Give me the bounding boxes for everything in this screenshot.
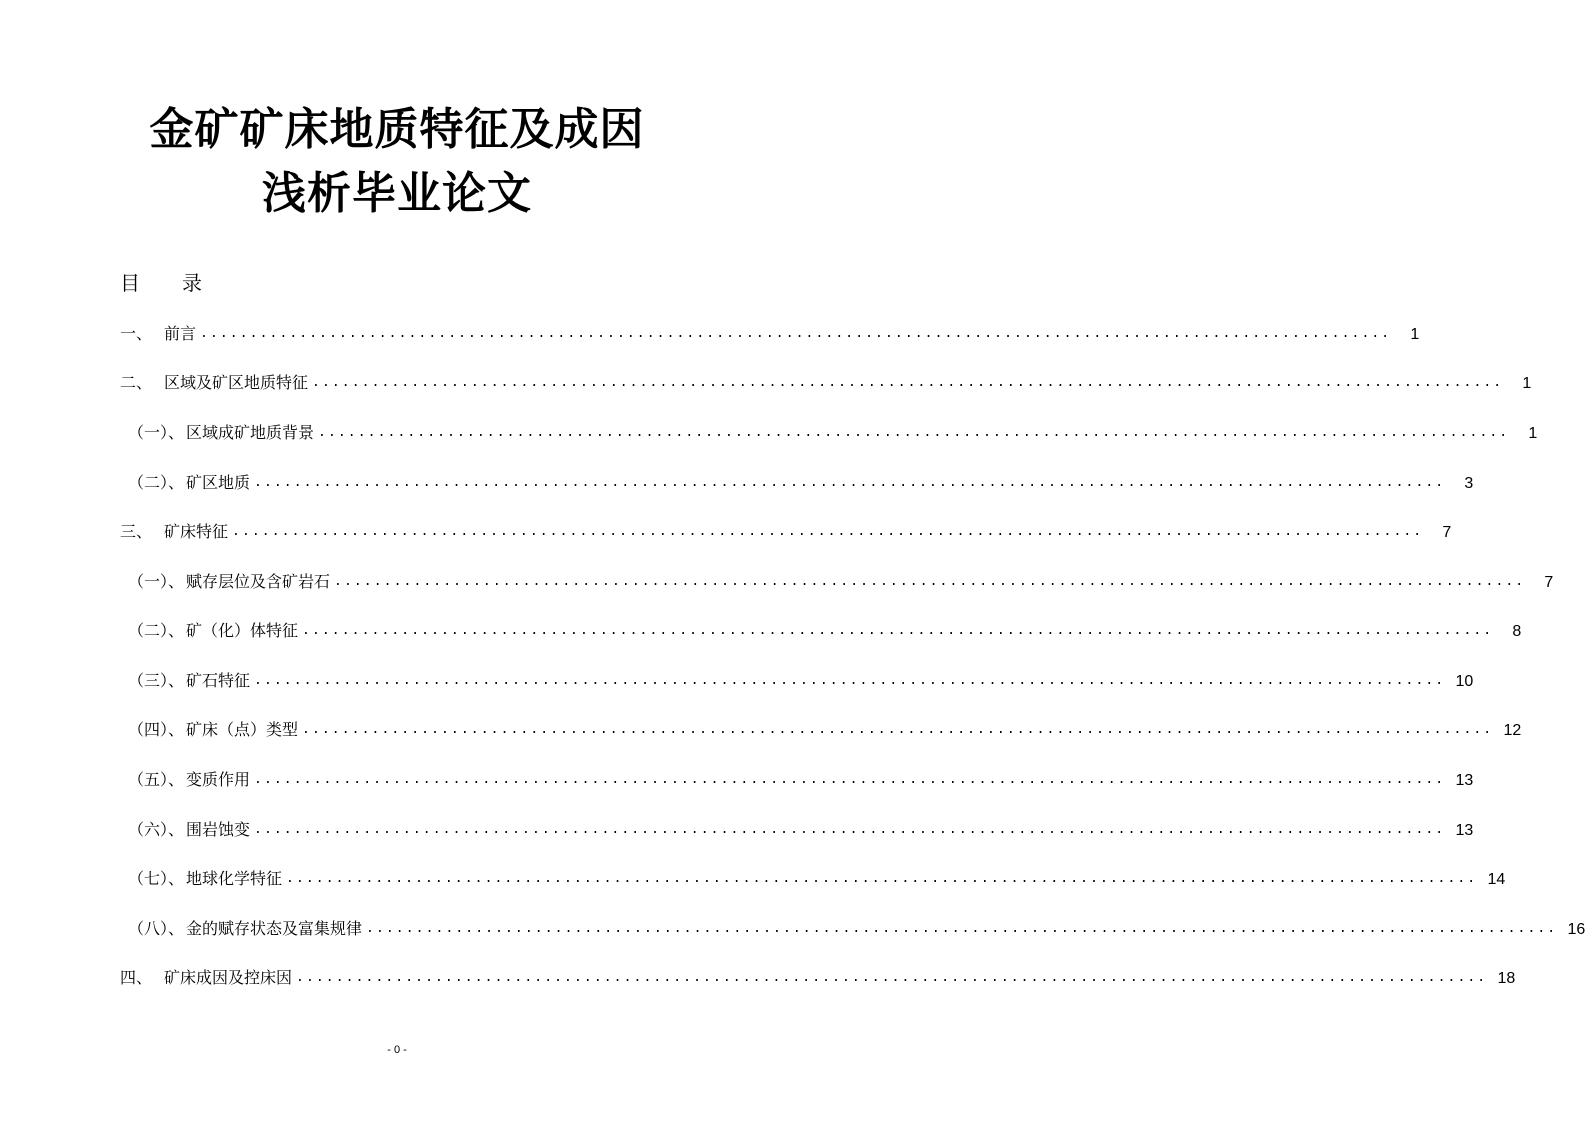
toc-entry-page-number: 7	[1442, 524, 1452, 541]
toc-entry-page-number: 12	[1503, 722, 1522, 739]
dot-leader: ........................................................................................................................	[366, 921, 1558, 936]
document-title-line-2: 浅析毕业论文	[262, 168, 532, 219]
toc-entry-number: （四）、	[128, 720, 185, 739]
toc-entry-page-number: 1	[1410, 326, 1420, 343]
toc-entry-number: （六）、	[128, 820, 185, 839]
toc-entry[interactable]	[120, 767, 1474, 793]
dot-leader: ........................................................................................................................	[254, 673, 1446, 688]
toc-entry-label: 变质作用	[186, 770, 251, 789]
toc-entry[interactable]	[120, 519, 1452, 545]
toc-entry-page-number: 18	[1497, 970, 1516, 987]
toc-entry-label: 赋存层位及含矿岩石	[186, 572, 331, 591]
dot-leader: ........................................................................................................................	[302, 722, 1494, 737]
toc-entry-page-number: 3	[1464, 475, 1474, 492]
toc-entry-label: 区域成矿地质背景	[186, 423, 315, 442]
toc-entry-page-number: 10	[1455, 673, 1474, 690]
toc-entry-label: 矿石特征	[186, 671, 251, 690]
toc-entry-number: 一、	[120, 324, 153, 343]
toc-entry-number: （五）、	[128, 770, 185, 789]
toc-entry-number: 三、	[120, 522, 153, 541]
toc-entry-number: （八）、	[128, 919, 185, 938]
toc-entry-label: 矿床特征	[164, 522, 229, 541]
toc-entry-number: （二）、	[128, 621, 185, 640]
toc-entry-page-number: 16	[1567, 921, 1585, 938]
dot-leader: ........................................................................................................................	[254, 772, 1446, 787]
toc-heading-char-1: 目	[120, 271, 140, 295]
toc-entry-label: 矿床成因及控床因	[164, 968, 293, 987]
toc-entry-label: 围岩蚀变	[186, 820, 251, 839]
toc-entry-number: （一）、	[128, 423, 185, 442]
toc-entry[interactable]	[120, 569, 1554, 595]
toc-entry-page-number: 13	[1455, 772, 1474, 789]
toc-entry[interactable]	[120, 916, 1585, 942]
toc-entry[interactable]	[120, 866, 1506, 892]
document-title-line-1: 金矿矿床地质特征及成因	[149, 104, 645, 155]
toc-entry-page-number: 13	[1455, 822, 1474, 839]
toc-entry[interactable]	[120, 470, 1474, 496]
toc-entry-label: 矿（化）体特征	[186, 621, 299, 640]
dot-leader: ........................................................................................................................	[334, 574, 1526, 589]
dot-leader: ........................................................................................................................	[200, 326, 1392, 341]
toc-entry-label: 金的赋存状态及富集规律	[186, 919, 363, 938]
dot-leader: ........................................................................................................................	[254, 822, 1446, 837]
toc-entry-label: 前言	[164, 324, 197, 343]
toc-entry[interactable]	[120, 370, 1532, 396]
toc-entry[interactable]	[120, 668, 1474, 694]
toc-entry-number: 四、	[120, 968, 153, 987]
toc-entry-number: （三）、	[128, 671, 185, 690]
toc-entry[interactable]	[120, 420, 1538, 446]
dot-leader: ........................................................................................................................	[286, 871, 1478, 886]
dot-leader: ........................................................................................................................	[302, 623, 1494, 638]
toc-entry-label: 区域及矿区地质特征	[164, 373, 309, 392]
page-number-footer: - 0 -	[387, 1044, 407, 1056]
toc-heading-char-2: 录	[182, 271, 202, 295]
toc-entry[interactable]	[120, 618, 1522, 644]
toc-entry-page-number: 7	[1544, 574, 1554, 591]
toc-entry[interactable]	[120, 321, 1420, 347]
toc-entry[interactable]	[120, 817, 1474, 843]
toc-entry[interactable]	[120, 965, 1516, 991]
dot-leader: ........................................................................................................................	[254, 475, 1446, 490]
toc-entry-number: （七）、	[128, 869, 185, 888]
toc-entry-page-number: 1	[1522, 375, 1532, 392]
dot-leader: ........................................................................................................................	[232, 524, 1424, 539]
toc-entry[interactable]	[120, 717, 1522, 743]
toc-entry-number: （二）、	[128, 473, 185, 492]
dot-leader: ........................................................................................................................	[296, 970, 1488, 985]
toc-entry-page-number: 8	[1512, 623, 1522, 640]
dot-leader: ........................................................................................................................	[312, 375, 1504, 390]
toc-entry-label: 矿床（点）类型	[186, 720, 299, 739]
toc-entry-label: 地球化学特征	[186, 869, 283, 888]
toc-entry-page-number: 1	[1528, 425, 1538, 442]
toc-entry-label: 矿区地质	[186, 473, 251, 492]
toc-entry-number: 二、	[120, 373, 153, 392]
dot-leader: ........................................................................................................................	[318, 425, 1510, 440]
toc-entry-number: （一）、	[128, 572, 185, 591]
toc-entry-page-number: 14	[1487, 871, 1506, 888]
